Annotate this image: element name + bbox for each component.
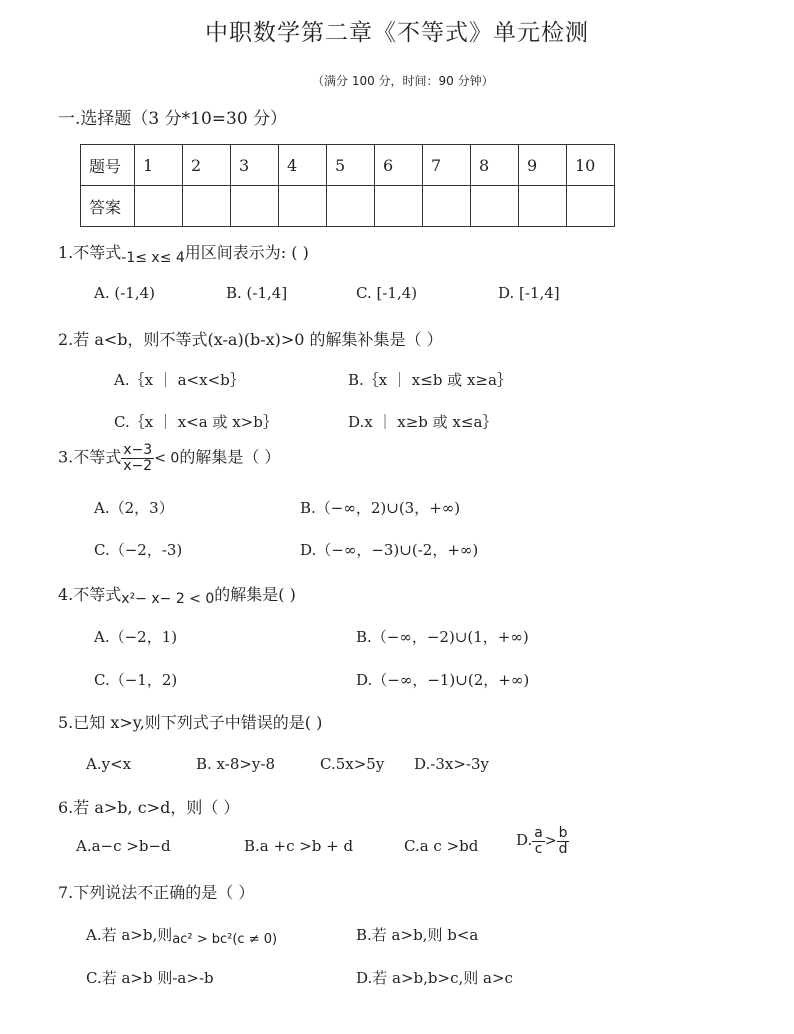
answer-cell[interactable] <box>471 186 519 227</box>
table-header-cell: 答案 <box>81 186 135 227</box>
fraction-denominator: c <box>534 840 543 857</box>
question-text: 1.不等式 <box>58 243 122 262</box>
question-7: 7.下列说法不正确的是（ ） <box>58 883 255 902</box>
option-a: A.y<x <box>86 755 132 773</box>
option-d: D.x ｜ x≥b 或 x≤a｝ <box>348 413 498 431</box>
option-b: B.｛x ｜ x≤b 或 x≥a｝ <box>348 371 512 389</box>
question-3 <box>58 443 280 473</box>
fraction-numerator: x−3 <box>123 442 153 458</box>
answer-cell[interactable] <box>327 186 375 227</box>
option-a <box>86 924 277 945</box>
question-text: 4.不等式 <box>58 585 122 604</box>
question-text: 用区间表示为: ( ) <box>184 243 309 262</box>
table-header-cell: 题号 <box>81 145 135 186</box>
question-number-cell: 3 <box>231 145 279 186</box>
option-c: C.｛x ｜ x<a 或 x>b｝ <box>114 413 278 431</box>
question-number-cell: 7 <box>423 145 471 186</box>
question-text: 3.不等式 <box>58 447 122 467</box>
answer-cell[interactable] <box>279 186 327 227</box>
question-6: 6.若 a>b, c>d，则（ ） <box>58 798 240 817</box>
math-expression: ac² > bc²(c ≠ 0) <box>172 932 278 947</box>
option-d: D. [-1,4] <box>498 284 560 302</box>
option-b: B.（−∞，2)∪(3，+∞) <box>300 499 461 517</box>
option-d: D.若 a>b,b>c,则 a>c <box>356 969 513 987</box>
question-number-cell: 4 <box>279 145 327 186</box>
answer-cell[interactable] <box>231 186 279 227</box>
question-number-cell: 2 <box>183 145 231 186</box>
option-c: C.（−2，-3) <box>94 541 183 559</box>
page-title: 中职数学第二章《不等式》单元检测 <box>205 20 589 46</box>
question-number-cell: 10 <box>567 145 615 186</box>
option-a: A.（2，3） <box>94 499 174 517</box>
option-c: C.a c >bd <box>404 837 479 855</box>
answer-table <box>80 144 615 227</box>
option-c: C.5x>5y <box>320 755 385 773</box>
option-a: A.｛x ｜ a<x<b｝ <box>114 371 245 389</box>
option-d: D.（−∞，−3)∪(-2，+∞) <box>300 541 479 559</box>
answer-cell[interactable] <box>183 186 231 227</box>
section-heading: 一.选择题（3 分*10=30 分） <box>58 109 288 129</box>
question-number-cell: 8 <box>471 145 519 186</box>
question-4 <box>58 582 296 605</box>
answer-table-number-row <box>81 145 615 186</box>
math-expression: x²− x− 2 < 0 <box>121 591 215 607</box>
fraction-numerator: a <box>534 825 543 841</box>
option-d: D.-3x>-3y <box>414 755 489 773</box>
fraction-denominator: d <box>558 840 568 857</box>
answer-cell[interactable] <box>519 186 567 227</box>
question-5: 5.已知 x>y,则下列式子中错误的是( ) <box>58 713 323 732</box>
fraction <box>121 443 154 473</box>
fraction-denominator: x−2 <box>123 457 153 474</box>
option-d <box>516 826 569 856</box>
answer-table-answer-row <box>81 186 615 227</box>
question-number-cell: 1 <box>135 145 183 186</box>
option-b: B. x-8>y-8 <box>196 755 276 773</box>
answer-cell[interactable] <box>567 186 615 227</box>
option-b: B.a +c >b + d <box>244 837 354 855</box>
option-d: D.（−∞，−1)∪(2，+∞) <box>356 671 530 689</box>
fraction <box>532 826 545 856</box>
question-1 <box>58 240 309 266</box>
question-2: 2.若 a<b，则不等式(x-a)(b-x)>0 的解集补集是（ ） <box>58 330 443 349</box>
option-b: B. (-1,4] <box>226 284 288 302</box>
question-number-cell: 6 <box>375 145 423 186</box>
option-c: C.若 a>b 则-a>-b <box>86 969 214 987</box>
math-operator: > <box>544 833 557 850</box>
fraction-numerator: b <box>558 825 568 841</box>
option-a: A.（−2，1) <box>94 628 178 646</box>
option-b: B.（−∞，−2)∪(1，+∞) <box>356 628 529 646</box>
option-b: B.若 a>b,则 b<a <box>356 926 479 944</box>
question-number-cell: 5 <box>327 145 375 186</box>
answer-cell[interactable] <box>135 186 183 227</box>
option-a: A. (-1,4) <box>94 284 155 302</box>
option-c: C. [-1,4) <box>356 284 418 302</box>
fraction <box>557 826 570 856</box>
answer-cell[interactable] <box>375 186 423 227</box>
option-a: A.a−c >b−d <box>76 837 171 855</box>
exam-info: （满分 100 分，时间：90 分钟） <box>312 74 494 88</box>
question-number-cell: 9 <box>519 145 567 186</box>
question-text: 的解集是（ ） <box>179 447 281 467</box>
question-text: 的解集是( ) <box>214 585 296 604</box>
math-expression: -1≤ x≤ 4 <box>121 250 185 266</box>
math-expression: < 0 <box>154 450 180 467</box>
option-text: A.若 a>b,则 <box>86 926 173 944</box>
option-label: D. <box>516 831 533 850</box>
answer-cell[interactable] <box>423 186 471 227</box>
option-c: C.（−1，2) <box>94 671 178 689</box>
